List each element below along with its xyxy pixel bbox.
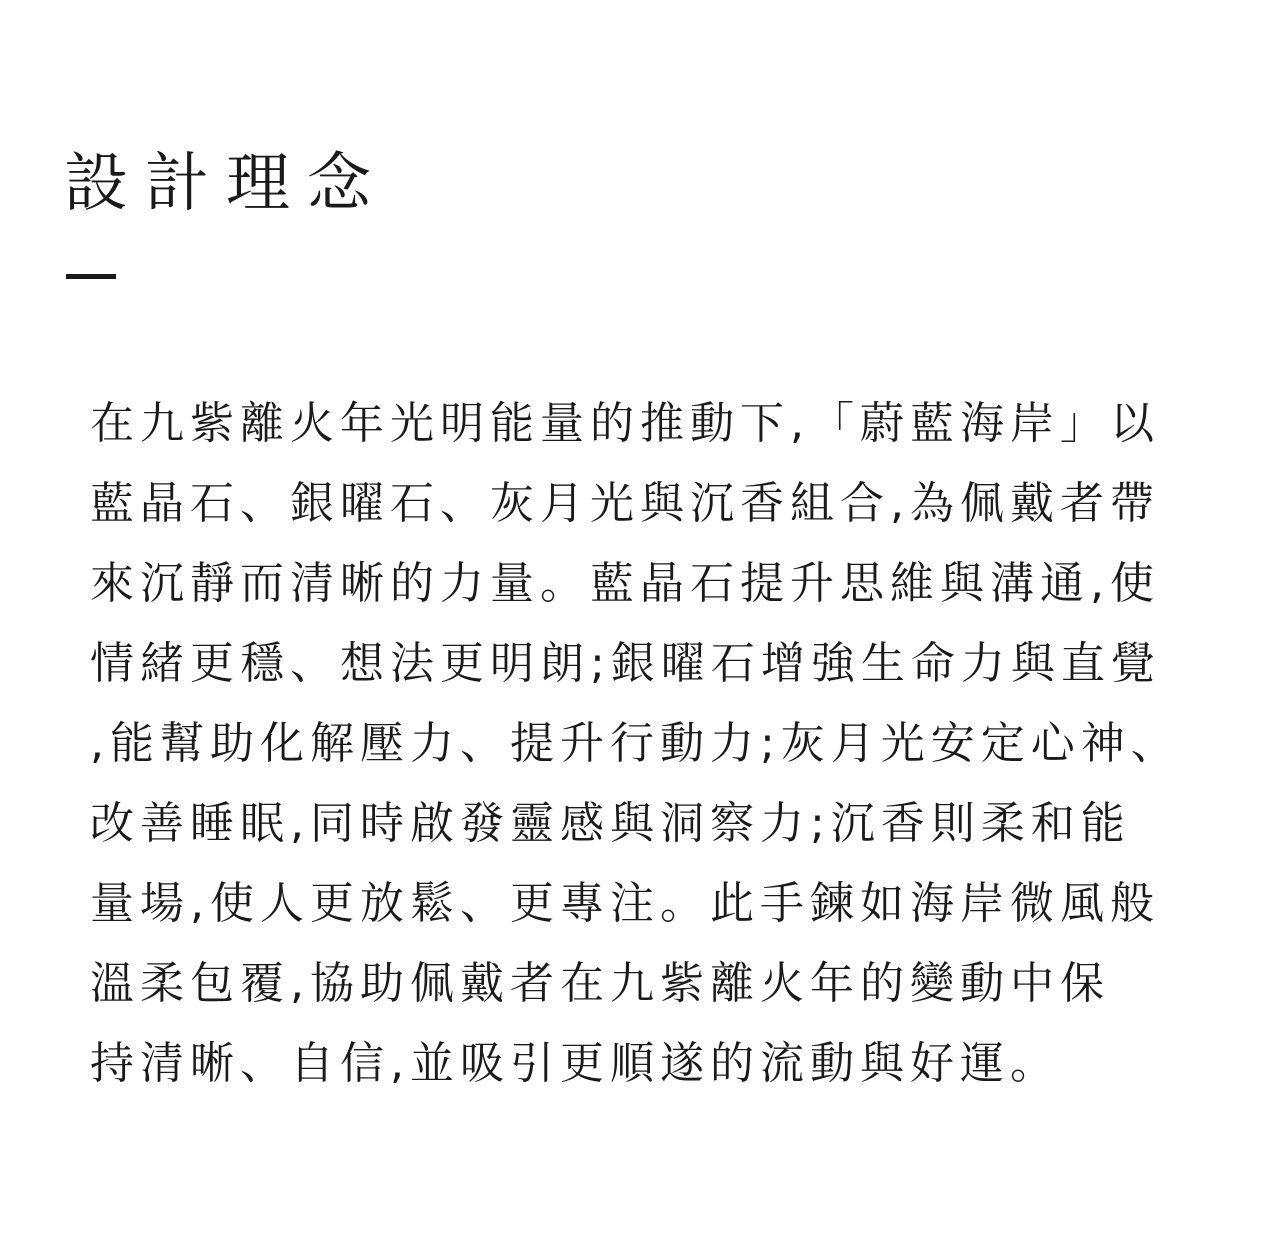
paragraph-line: 溫柔包覆,協助佩戴者在九紫離火年的變動中保 [90,958,1110,1009]
section-title: 設計理念 [64,147,388,221]
paragraph-line: 量場,使人更放鬆、更專注。此手鍊如海岸微風般 [90,878,1160,929]
paragraph-line: 改善睡眠,同時啟發靈感與洞察力;沉香則柔和能 [90,798,1131,849]
paragraph-line: 來沉靜而清晰的力量。藍晶石提升思維與溝通,使 [90,558,1160,609]
paragraph-line: 情緒更穩、想法更明朗;銀曜石增強生命力與直覺 [90,638,1161,689]
design-concept-paragraph [90,384,1180,1104]
paragraph-line: 藍晶石、銀曜石、灰月光與沉香組合,為佩戴者帶 [90,478,1160,529]
paragraph-line: 在九紫離火年光明能量的推動下,「蔚藍海岸」以 [90,398,1160,449]
title-underline-divider [66,274,116,279]
paragraph-line: 持清晰、自信,並吸引更順遂的流動與好運。 [90,1038,1060,1089]
paragraph-line: ,能幫助化解壓力、提升行動力;灰月光安定心神、 [90,718,1181,769]
